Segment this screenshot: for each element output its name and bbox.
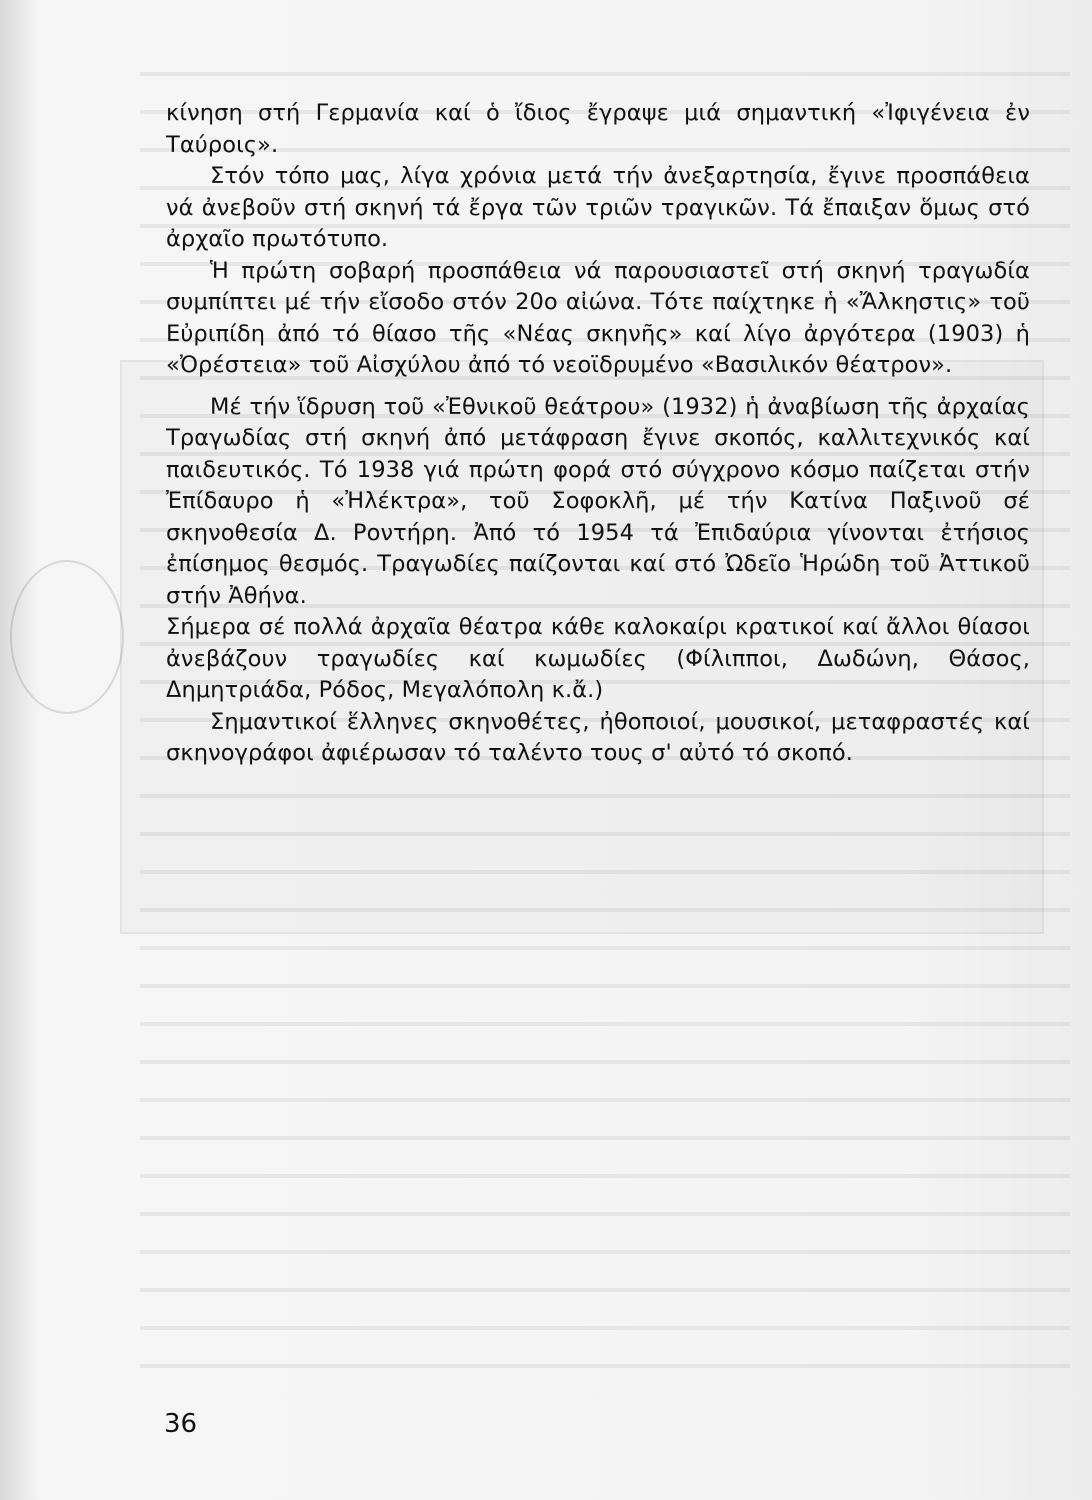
page-number: 36 [164,1409,198,1439]
pencil-circle-mark [10,560,124,714]
paragraph-2: Στόν τόπο μας, λίγα χρόνια μετά τήν ἀνεξαρτησία, ἔγινε προσπάθεια νά ἀνεβοῦν στή σκηνή τά ἔργα τῶν τριῶν τραγικῶν. Τά ἔπαιξαν ὅμως στό ἀρχαῖο πρωτότυπο. [166,163,1030,252]
paragraph-3: Ἡ πρώτη σοβαρή προσπάθεια νά παρουσιαστεῖ στή σκηνή τραγωδία συμπίπτει μέ τήν εἴσοδο στόν 20ο αἰώνα. Τότε παίχτηκε ἡ «Ἄλκηστις» τοῦ Εὐριπίδη ἀπό τό θίασο τῆς «Νέας σκηνῆς» καί λίγο ἀργότερα (1903) ἡ «Ὀρέστεια» τοῦ Αἰσχύλου ἀπό τό νεοϊδρυμένο «Βασιλικόν θέατρον». [166,257,1030,378]
paragraph-4: Μέ τήν ἵδρυση τοῦ «Ἐθνικοῦ θεάτρου» (1932) ἡ ἀναβίωση τῆς ἀρχαίας Τραγωδίας στή σκηνή ἀπό μετάφραση ἔγινε σκοπός, καλλιτεχνικός καί παιδευτικός. Τό 1938 γιά πρώτη φορά στό σύγχρονο κόσμο παίζεται στήν Ἐπίδαυρο ἡ «Ἠλέκτρα», τοῦ Σοφοκλῆ, μέ τήν Κατίνα Παξινοῦ σέ σκηνοθεσία Δ. Ροντήρη. Ἀπό τό 1954 τά Ἐπιδαύρια γίνονται ἐτήσιος ἐπίσημος θεσμός. Τραγωδίες παίζονται καί στό Ὠδεῖο Ἡρώδη τοῦ Ἀττικοῦ στήν Ἀθήνα. [166,393,1030,609]
paragraph-6: Σημαντικοί ἕλληνες σκηνοθέτες, ἠθοποιοί, μουσικοί, μεταφραστές καί σκηνογράφοι ἀφιέρωσαν τό ταλέντο τους σ' αὐτό τό σκοπό. [166,708,1030,766]
main-text [166,98,1030,770]
paragraph-1: κίνηση στή Γερμανία καί ὁ ἴδιος ἔγραψε μιά σημαντική «Ἰφιγένεια ἐν Ταύροις». [166,100,1030,158]
paragraph-5: Σήμερα σέ πολλά ἀρχαῖα θέατρα κάθε καλοκαίρι κρατικοί καί ἄλλοι θίασοι ἀνεβάζουν τραγωδίες καί κωμωδίες (Φίλιπποι, Δωδώνη, Θάσος, Δημητριάδα, Ρόδος, Μεγαλόπολη κ.ἄ.) [166,614,1030,703]
